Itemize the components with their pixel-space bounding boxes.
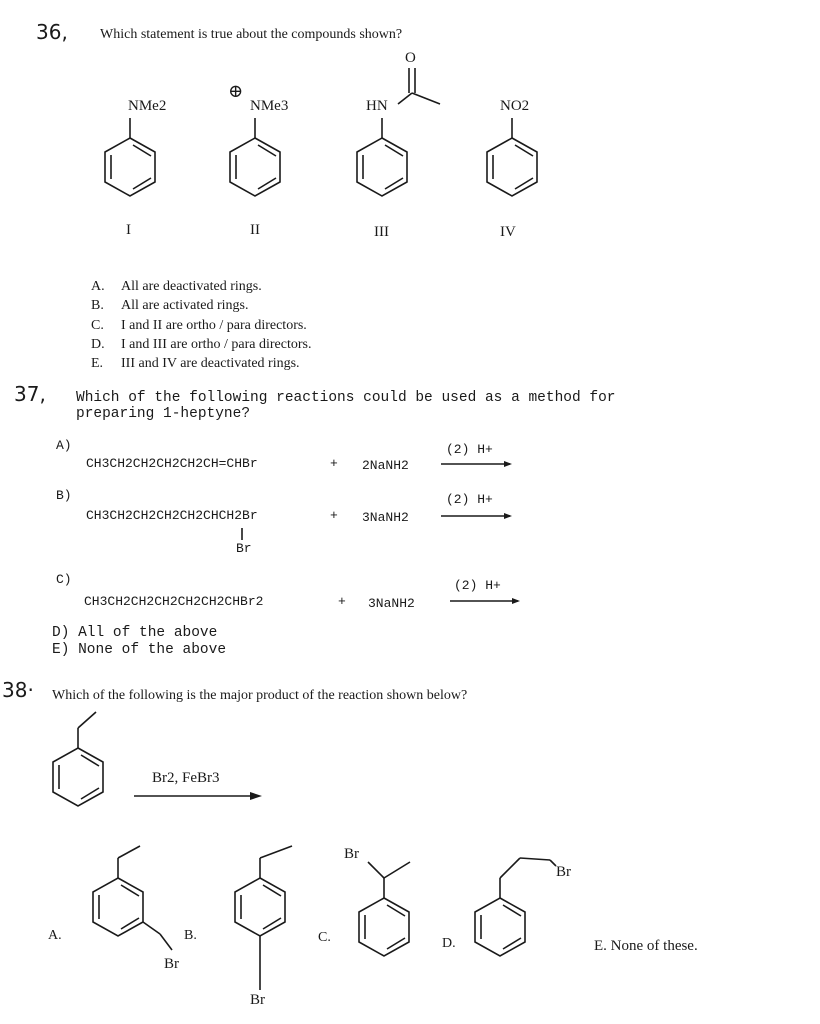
reaction-b-reagent: 3NaNH2 — [362, 510, 409, 525]
q36-option-b[interactable]: B. All are activated rings. — [91, 298, 249, 313]
choice-c-structure — [359, 862, 410, 956]
reaction-c-condition: (2) H+ — [454, 578, 501, 593]
q38-choice-a-br: Br — [164, 956, 179, 972]
reaction-c-reactant: CH3CH2CH2CH2CH2CH2CHBr2 — [84, 594, 264, 609]
q38-choice-d-letter[interactable]: D. — [442, 936, 456, 951]
compound-iv-numeral: IV — [500, 224, 516, 240]
reaction-a-condition: (2) H+ — [446, 442, 493, 457]
compound-iv-substituent: NO2 — [500, 98, 530, 114]
question-38-text: Which of the following is the major product of the reaction shown below? — [52, 688, 468, 703]
q38-choice-b-letter[interactable]: B. — [184, 928, 197, 943]
compound-i-numeral: I — [126, 222, 131, 238]
question-36-number: 36, — [36, 20, 68, 44]
question-37-text-line-2: preparing 1-heptyne? — [76, 406, 251, 422]
choice-d-structure — [475, 858, 556, 956]
ethylbenzene-structure — [53, 712, 103, 806]
choice-b-structure — [235, 846, 292, 990]
reaction-c-plus: + — [338, 594, 346, 609]
reaction-a-reactant: CH3CH2CH2CH2CH2CH=CHBr — [86, 456, 258, 471]
compound-iii-carbonyl-oxygen: O — [405, 50, 416, 66]
q38-choice-d-br: Br — [556, 864, 571, 880]
reaction-c-label[interactable]: C) — [56, 572, 72, 587]
q36-option-a[interactable]: A. All are deactivated rings. — [91, 279, 262, 294]
question-36-text: Which statement is true about the compounds shown? — [100, 27, 403, 42]
compound-iii-substituent: HN — [366, 98, 388, 114]
q37-option-d[interactable]: D) All of the above — [52, 625, 218, 641]
q38-option-e[interactable]: E. None of these. — [594, 938, 698, 954]
reaction-b-label[interactable]: B) — [56, 488, 72, 503]
reaction-a-label[interactable]: A) — [56, 438, 72, 453]
reaction-a-plus: + — [330, 456, 338, 471]
q38-choice-c-letter[interactable]: C. — [318, 930, 331, 945]
reaction-b-br-substituent: Br — [236, 541, 252, 556]
q37-option-e[interactable]: E) None of the above — [52, 642, 227, 658]
compound-i-substituent: NMe2 — [128, 98, 167, 114]
choice-a-structure — [93, 846, 172, 950]
q36-option-e[interactable]: E. III and IV are deactivated rings. — [91, 356, 300, 371]
compound-ii-substituent: NMe3 — [250, 98, 289, 114]
reaction-b-plus: + — [330, 508, 338, 523]
q38-reagents: Br2, FeBr3 — [152, 770, 220, 786]
reaction-c-reagent: 3NaNH2 — [368, 596, 415, 611]
q38-reaction-arrow — [134, 792, 262, 800]
q36-option-d[interactable]: D. I and III are ortho / para directors. — [91, 337, 312, 352]
compound-ii-numeral: II — [250, 222, 260, 238]
compound-ii-charge: ⊕ — [228, 81, 244, 101]
q38-choice-a-letter[interactable]: A. — [48, 928, 62, 943]
reaction-b-reactant: CH3CH2CH2CH2CH2CHCH2Br — [86, 508, 258, 523]
reaction-b-condition: (2) H+ — [446, 492, 493, 507]
q38-choice-b-br: Br — [250, 992, 265, 1008]
question-38-number: 38· — [2, 678, 34, 702]
reaction-a-reagent: 2NaNH2 — [362, 458, 409, 473]
compound-iii-numeral: III — [374, 224, 389, 240]
q38-choice-c-br: Br — [344, 846, 359, 862]
question-37-text-line-1: Which of the following reactions could be used as a method for — [76, 390, 616, 406]
q36-option-c[interactable]: C. I and II are ortho / para directors. — [91, 318, 307, 333]
question-37-number: 37, — [14, 382, 46, 406]
